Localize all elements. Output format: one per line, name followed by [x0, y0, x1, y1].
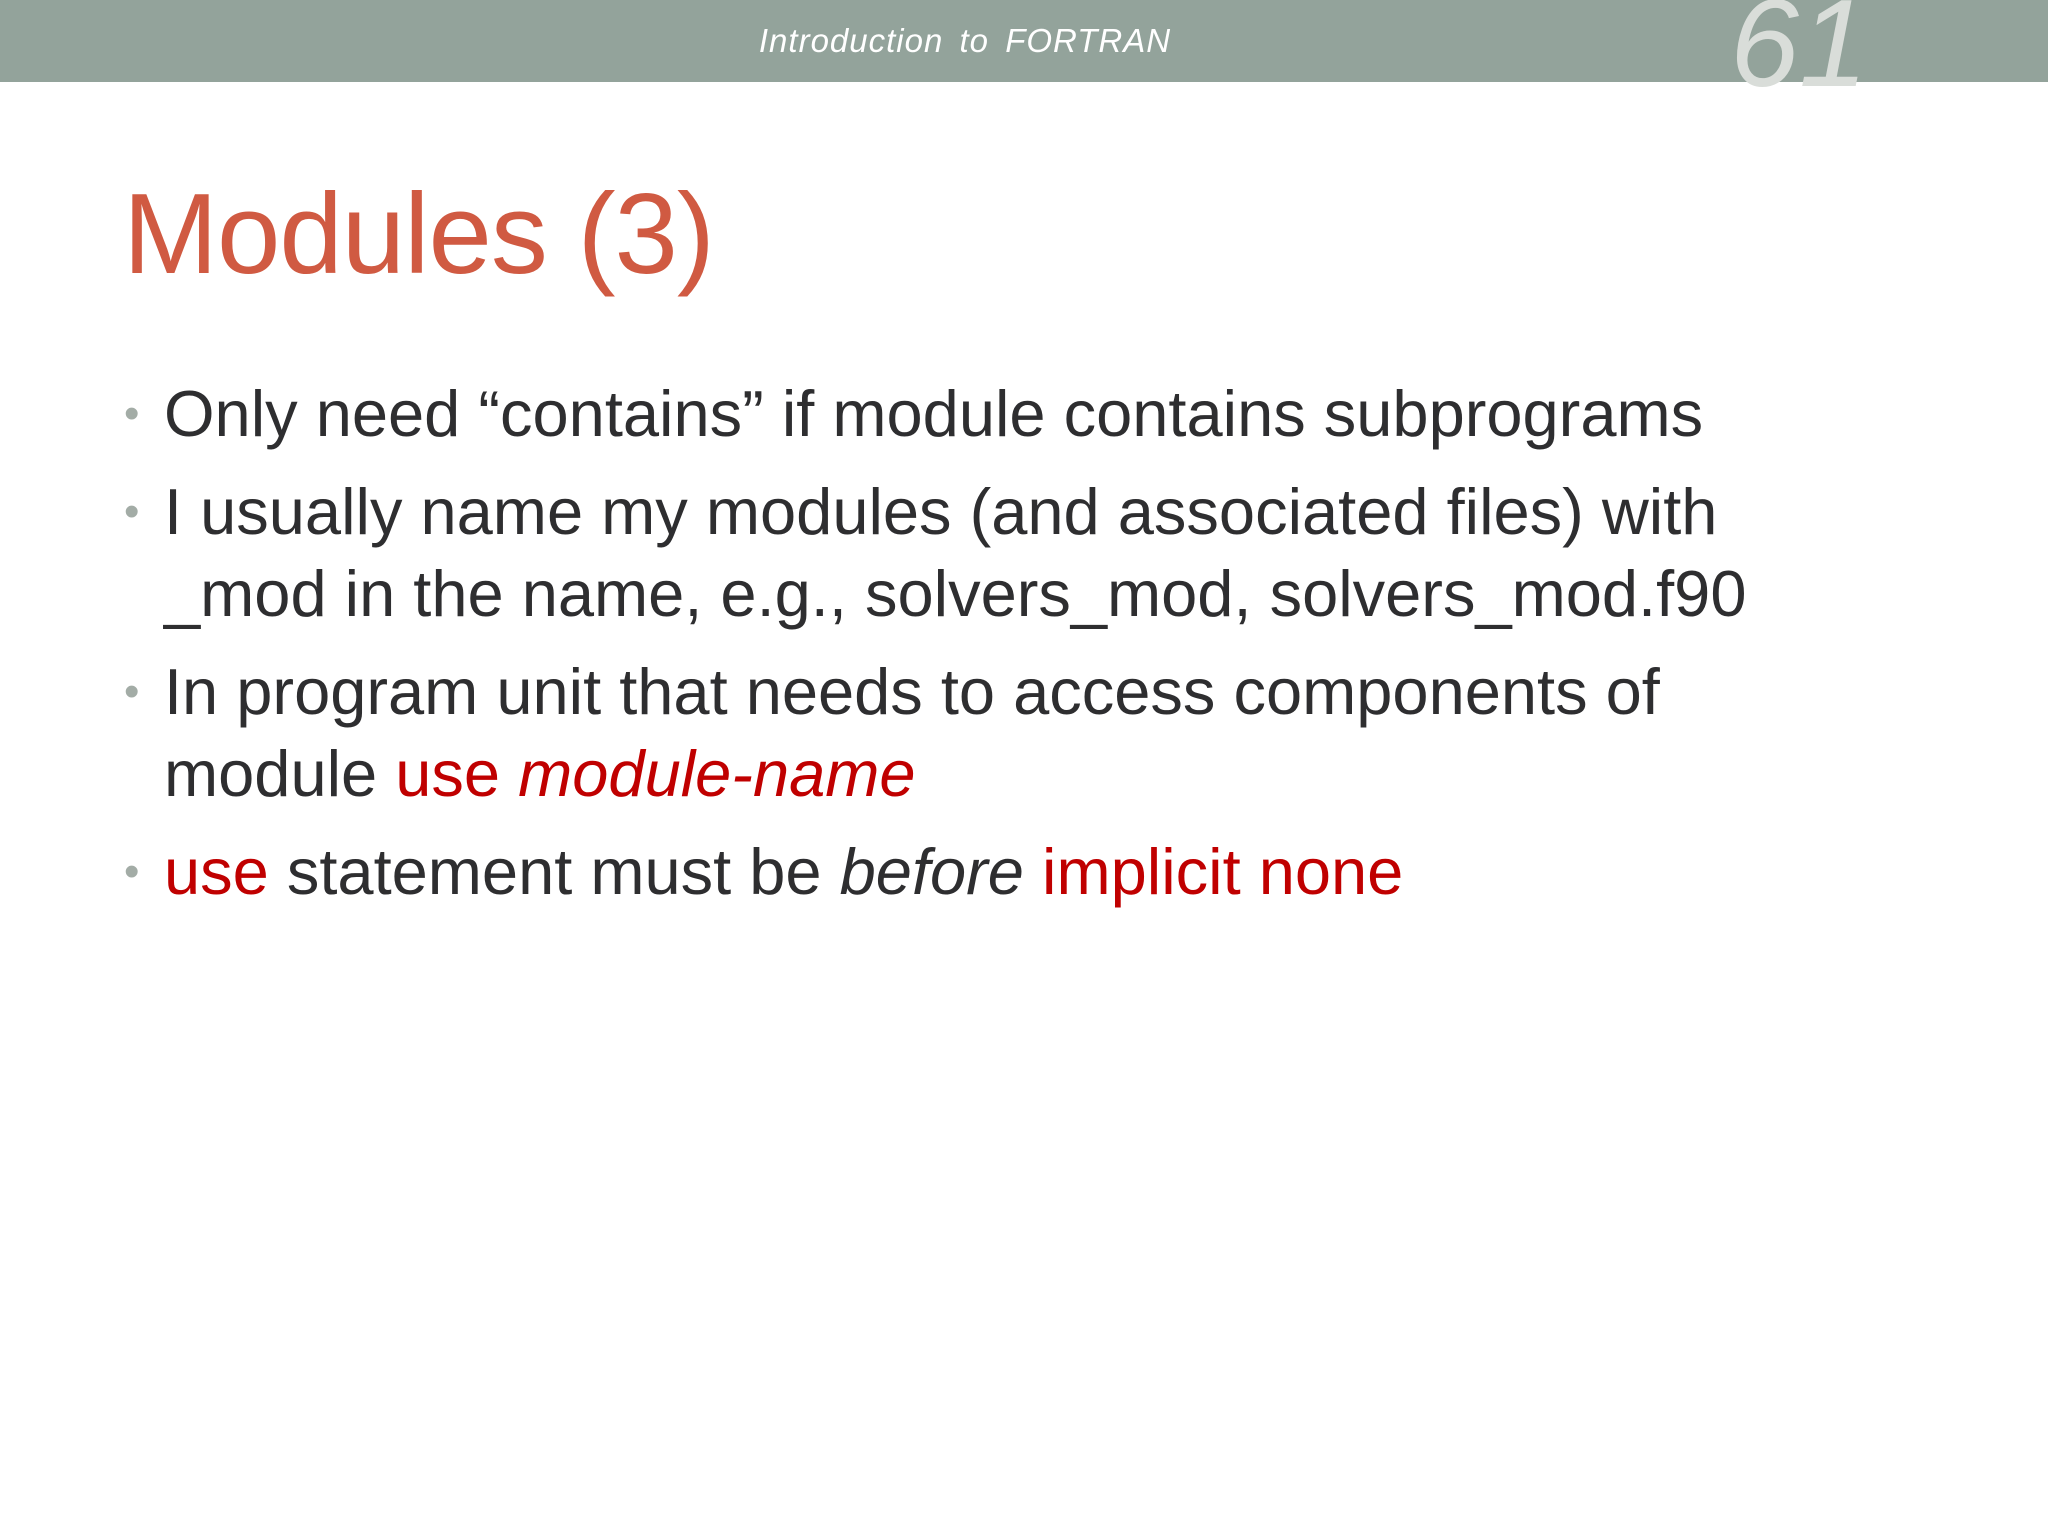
- bullet-dot-icon: •: [124, 847, 140, 896]
- use-keyword: use: [395, 737, 501, 810]
- use-keyword: use: [164, 835, 269, 908]
- bullet-text-line2: _mod in the name, e.g., solvers_mod, solvers_mod.f90: [164, 557, 1747, 630]
- bullet-item: [124, 471, 1924, 635]
- bullet-text-prefix: module: [164, 737, 396, 810]
- header-bar: [0, 0, 2048, 113]
- slide-number: 61: [1730, 0, 1868, 113]
- module-name-placeholder: module-name: [518, 737, 916, 810]
- bullet-list: [124, 373, 1924, 929]
- bullet-dot-icon: •: [124, 487, 140, 536]
- bullet-item: [124, 373, 1924, 455]
- bullet-dot-icon: •: [124, 667, 140, 716]
- implicit-none-keyword: implicit none: [1042, 835, 1404, 908]
- header-title: Introduction to FORTRAN: [758, 22, 1172, 59]
- bullet-item: [124, 651, 1924, 815]
- bullet-text: Only need “contains” if module contains subprograms: [164, 377, 1704, 450]
- bullet-text-line1: I usually name my modules (and associated files) with: [164, 475, 1718, 548]
- slide-title: Modules (3): [123, 171, 714, 298]
- bullet-dot-icon: •: [124, 389, 140, 438]
- bullet-text-line1: In program unit that needs to access components of: [164, 655, 1660, 728]
- before-emphasis: before: [839, 835, 1024, 908]
- bullet-text-middle: statement must be: [268, 835, 840, 908]
- bullet-item: [124, 831, 1924, 913]
